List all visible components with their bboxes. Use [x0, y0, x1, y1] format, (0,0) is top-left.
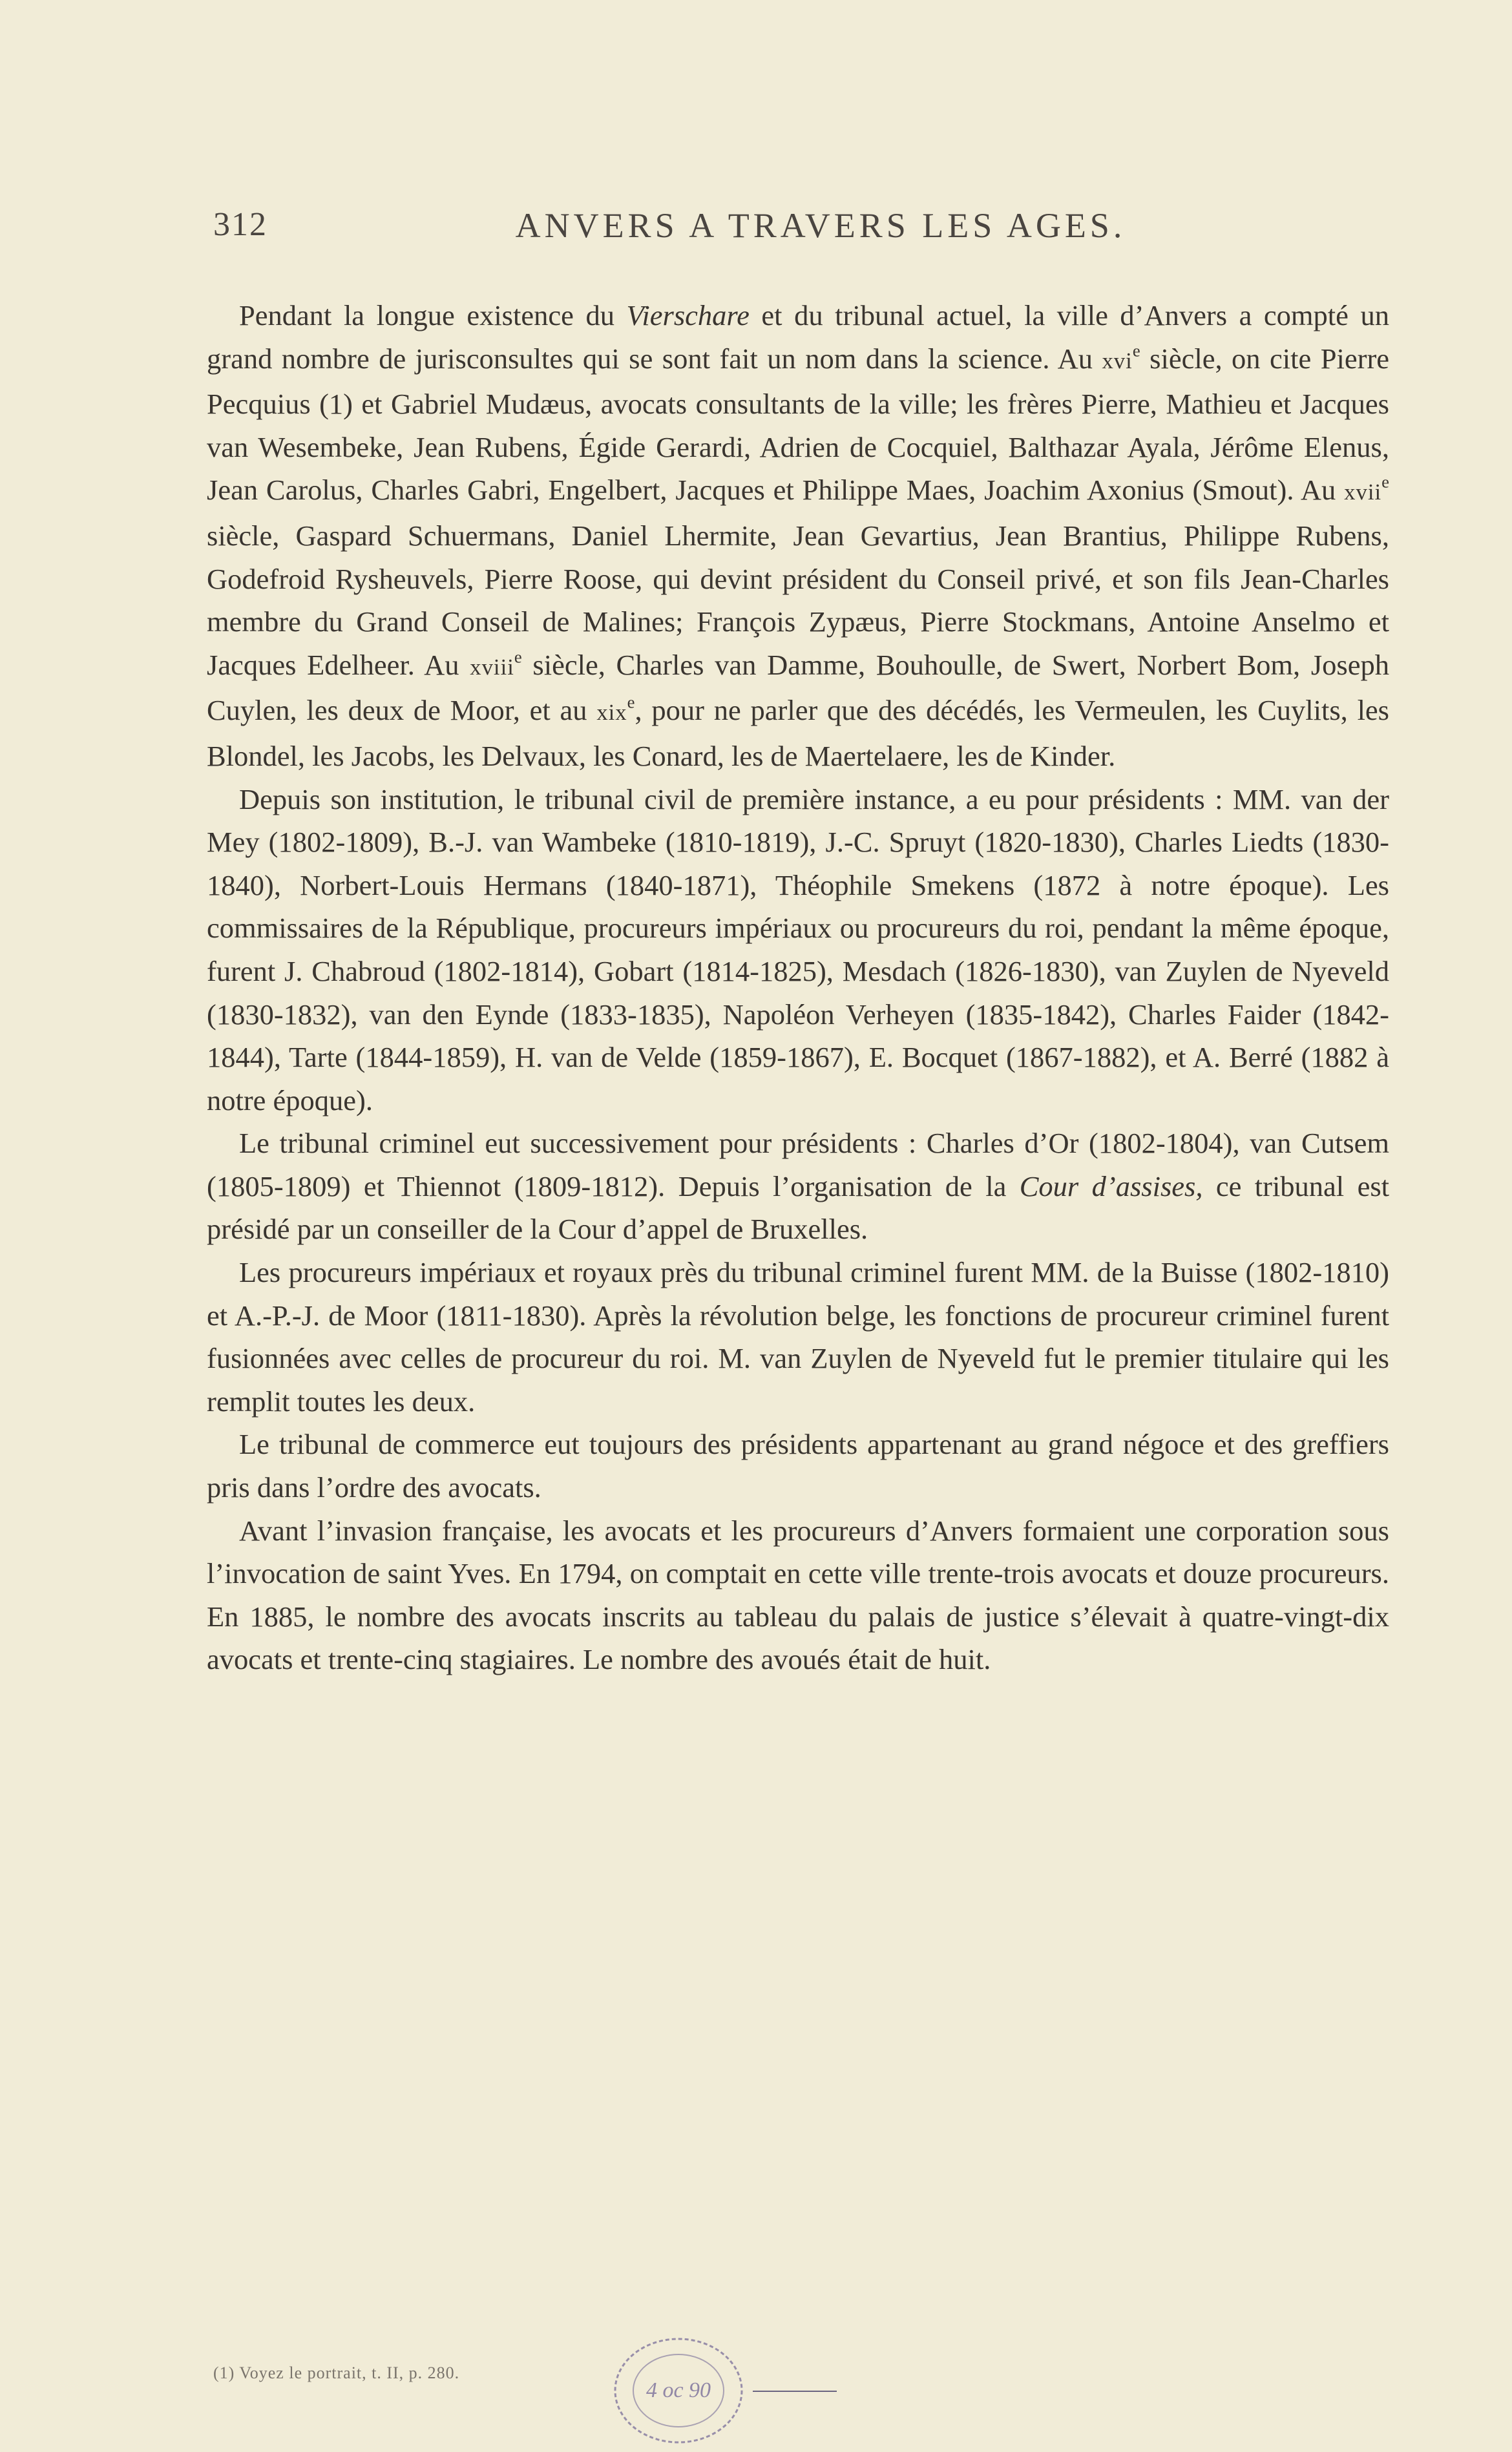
library-stamp-icon — [604, 2329, 753, 2452]
italic-term: Cour d’assises, — [1019, 1169, 1203, 1202]
paragraph-3: Le tribunal criminel eut successivement pour présidents : Charles d’Or (1802-1804), van Cutsem (1805-1809) et Thiennot (1809-1812). Depuis l’organisation de la Cour d’assises, ce tribunal est présidé par un conseiller de la Cour d’appel de Bruxelles. — [207, 1127, 1390, 1246]
century-numeral: xix — [596, 700, 627, 726]
century-numeral: xvii — [1344, 479, 1382, 505]
paragraph-4: Les procureurs impériaux et royaux près du tribunal criminel furent MM. de la Buisse (1802-1810) et A.-P.-J. de Moor (1811-1830). Après la révolution belge, les fonctions de procureur criminel furent fusionnées avec celles de procureur du roi. M. van Zuylen de Nyeveld fut le premier titulaire qui les remplit toutes les deux. — [207, 1256, 1389, 1418]
paragraph-6: Avant l’invasion française, les avocats et les procureurs d’Anvers formaient une corporation sous l’invocation de saint Yves. En 1794, on comptait en cette ville trente-trois avocats et douze procureurs. En 1885, le nombre des avocats inscrits au tableau du palais de justice s’élevait à quatre-vingt-dix avocats et trente-cinq stagiaires. Le nombre des avoués était de huit. — [207, 1514, 1389, 1676]
svg-text:4 oc 90: 4 oc 90 — [646, 2378, 711, 2402]
running-title: ANVERS A TRAVERS LES AGES. — [515, 206, 1126, 245]
century-numeral: xvi — [1102, 348, 1133, 373]
page-number: 312 — [213, 206, 268, 243]
century-numeral: xviii — [470, 654, 514, 680]
footnote: (1) Voyez le portrait, t. II, p. 280. — [213, 2363, 460, 2382]
page-header — [213, 205, 1415, 251]
body-text — [207, 294, 1389, 1681]
paragraph-5: Le tribunal de commerce eut toujours des présidents appartenant au grand négoce et des greffiers pris dans l’ordre des avocats. — [207, 1428, 1389, 1504]
paragraph-1: Pendant la longue existence du Vierschare et du tribunal actuel, la ville d’Anvers a compté un grand nombre de jurisconsultes qui se sont fait un nom dans la science. Au xvi$^e$ siècle, on cite Pierre Pecquius (1) et Gabriel Mudæus, avocats consultants de la ville; les frères Pierre, Mathieu et Jacques van Wesembeke, Jean Rubens, Égide Gerardi, Adrien de Cocquiel, Balthazar Ayala, Jérôme Elenus, Jean Carolus, Charles Gabri, Engelbert, Jacques et Philippe Maes, Joachim Axonius (Smout). Au xvii$^e$ siècle, Gaspard Schuermans, Daniel Lhermite, Jean Gevartius, Jean Brantius, Philippe Rubens, Godefroid Rysheuvels, Pierre Roose, qui devint président du Conseil privé, et son fils Jean-Charles membre du Grand Conseil de Malines; François Zypæus, Pierre Stockmans, Antoine Anselmo et Jacques Edelheer. Au xviii$^e$ siècle, Charles van Damme, Bouhoulle, de Swert, Norbert Bom, Joseph Cuylen, les deux de Moor, et au xix$^e$, pour ne parler que des décédés, les Vermeulen, les Cuylits, les Blondel, les Jacobs, les Delvaux, les Conard, les de Maertelaere, les de Kinder. — [207, 299, 1390, 772]
paragraph-2: Depuis son institution, le tribunal civil de première instance, a eu pour présidents : MM. van der Mey (1802-1809), B.-J. van Wambeke (1810-1819), J.-C. Spruyt (1820-1830), Charles Liedts (1830-1840), Norbert-Louis Hermans (1840-1871), Théophile Smekens (1872 à notre époque). Les commissaires de la République, procureurs impériaux ou procureurs du roi, pendant la même époque, furent J. Chabroud (1802-1814), Gobart (1814-1825), Mesdach (1826-1830), van Zuylen de Nyeveld (1830-1832), van den Eynde (1833-1835), Napoléon Verheyen (1835-1842), Charles Faider (1842-1844), Tarte (1844-1859), H. van de Velde (1859-1867), E. Bocquet (1867-1882), et A. Berré (1882 à notre époque). — [207, 782, 1389, 1116]
stamp-rule — [753, 2391, 837, 2392]
italic-term: Vierschare — [626, 299, 750, 331]
